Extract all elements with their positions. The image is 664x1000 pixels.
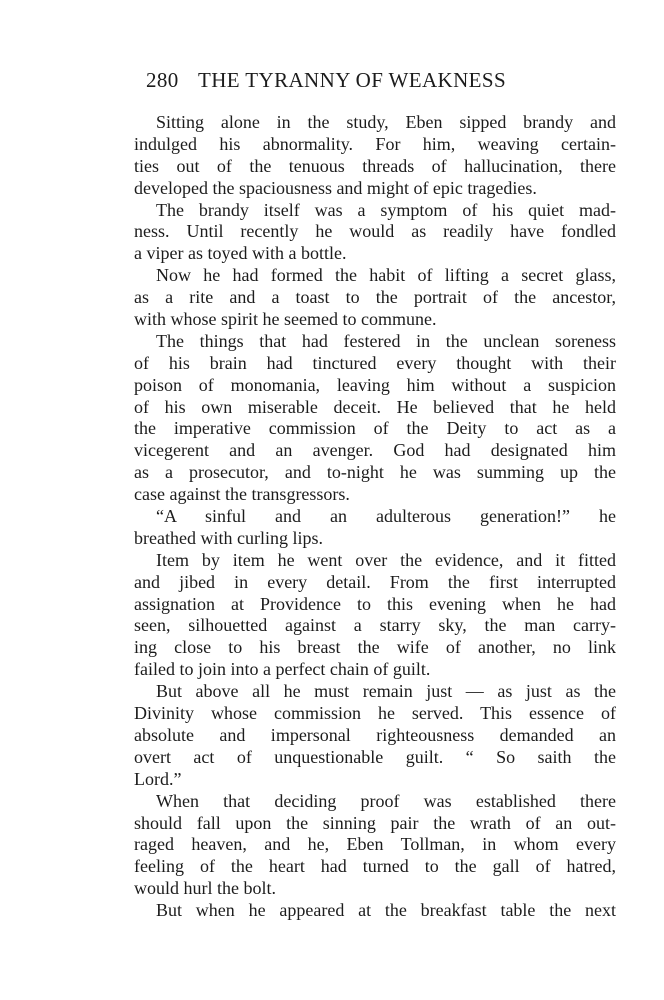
body-text [134, 112, 616, 922]
text-line: of his brain had tinctured every thought with their [134, 352, 616, 373]
text-line: ing close to his breast the wife of another, no link [134, 637, 616, 658]
text-line: The brandy itself was a symptom of his quiet mad- [156, 199, 616, 220]
text-line: failed to join into a perfect chain of guilt. [134, 659, 431, 680]
text-line: Divinity whose commission he served. This essence of [134, 703, 616, 724]
text-line: raged heaven, and he, Eben Tollman, in whom every [134, 834, 616, 855]
text-line: The things that had festered in the unclean soreness [156, 330, 616, 351]
text-line: ties out of the tenuous threads of hallucination, there [134, 155, 616, 176]
page-header [146, 68, 616, 96]
text-line: assignation at Providence to this evening when he had [134, 593, 616, 614]
text-line: breathed with curling lips. [134, 527, 323, 548]
text-line: a viper as toyed with a bottle. [134, 243, 347, 264]
text-line: Now he had formed the habit of lifting a secret glass, [156, 265, 616, 286]
text-line: “A sinful and an adulterous generation!” he [156, 506, 616, 527]
text-line: with whose spirit he seemed to commune. [134, 309, 437, 330]
text-line: absolute and impersonal righteousness demanded an [134, 724, 616, 745]
text-line: But when he appeared at the breakfast table the next [156, 900, 616, 921]
text-line: Sitting alone in the study, Eben sipped brandy and [156, 112, 616, 132]
text-line: seen, silhouetted against a starry sky, the man carry- [134, 615, 616, 636]
text-line: Lord.” [134, 768, 182, 789]
text-line: and jibed in every detail. From the first interrupted [134, 571, 616, 592]
text-line: feeling of the heart had turned to the gall of hatred, [134, 856, 616, 877]
text-line: of his own miserable deceit. He believed that he held [134, 396, 616, 417]
text-line: as a rite and a toast to the portrait of the ancestor, [134, 287, 616, 308]
text-line: ness. Until recently he would as readily have fondled [134, 221, 616, 242]
text-line: should fall upon the sinning pair the wrath of an out- [134, 812, 616, 833]
page-number: 280 [146, 68, 179, 92]
text-line: as a prosecutor, and to-night he was summing up the [134, 462, 616, 483]
text-line: But above all he must remain just — as just as the [156, 681, 616, 702]
text-line: would hurl the bolt. [134, 878, 276, 899]
running-title: THE TYRANNY OF WEAKNESS [198, 68, 507, 92]
text-line: case against the transgressors. [134, 484, 350, 505]
text-line: vicegerent and an avenger. God had designated him [134, 440, 616, 461]
text-line: developed the spaciousness and might of epic tragedies. [134, 177, 537, 198]
text-line: Item by item he went over the evidence, and it fitted [156, 549, 616, 570]
text-line: overt act of unquestionable guilt. “ So saith the [134, 746, 616, 767]
text-line: When that deciding proof was established there [156, 790, 616, 811]
text-line: indulged his abnormality. For him, weaving certain- [134, 133, 616, 154]
text-line: poison of monomania, leaving him without a suspicion [134, 374, 616, 395]
text-line: the imperative commission of the Deity to act as a [134, 418, 616, 439]
